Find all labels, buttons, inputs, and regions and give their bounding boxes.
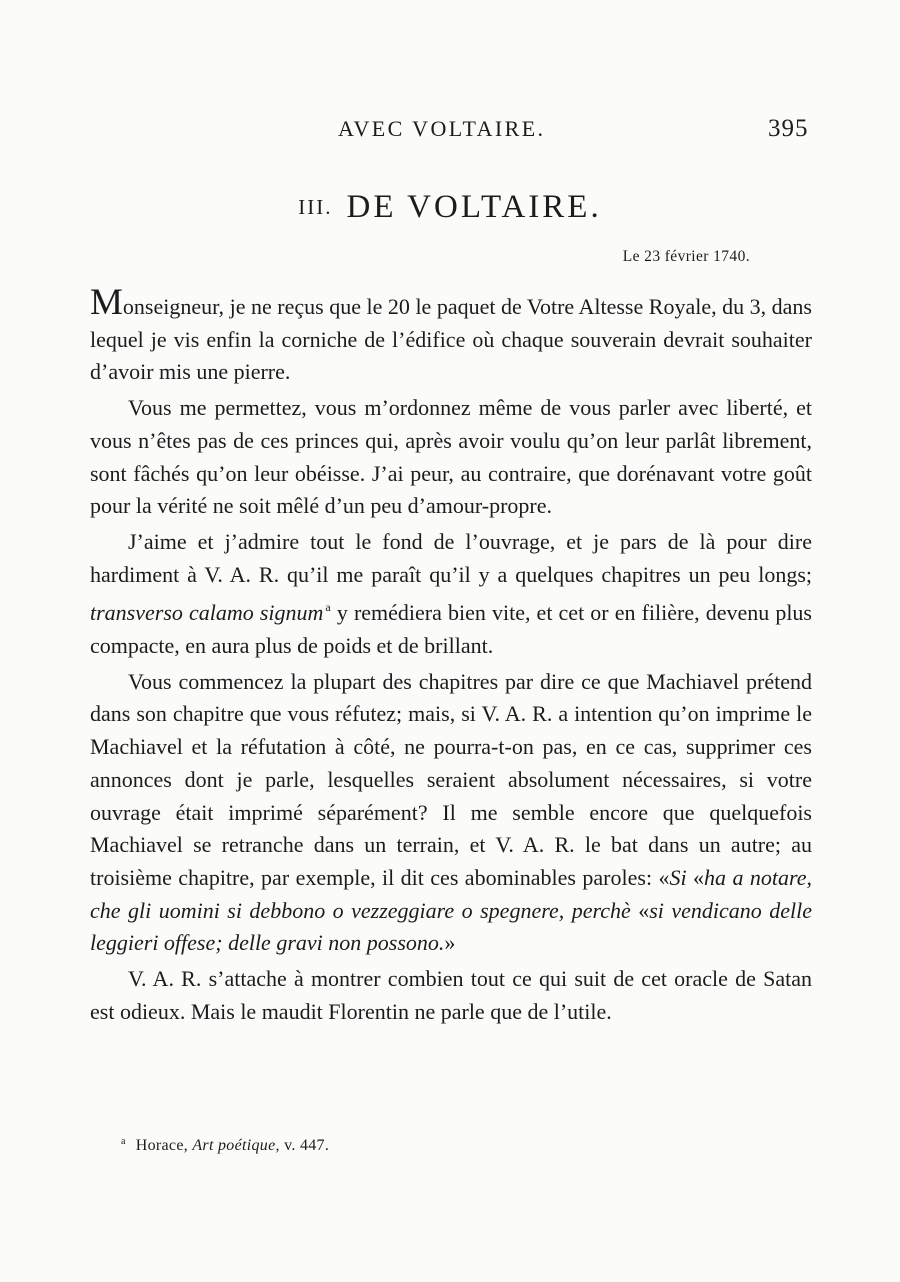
closing-guillemet: » — [444, 930, 456, 956]
italian-quote-2: ha a notare, che gli uomini si debbono o vezzeggiare o spegnere, perchè — [90, 864, 812, 923]
paragraph-3-text-before: J’aime et j’admire tout le fond de l’ouvrage, et je pars de là pour dire hardiment à V. A. R. qu’il me paraît qu’il y a quelques chapitres un peu longs; — [90, 528, 812, 587]
letter-number: III. — [298, 195, 333, 219]
footnote-ref[interactable]: a — [325, 600, 331, 615]
guillemet-2: « — [638, 897, 650, 923]
footnote — [121, 1136, 329, 1155]
paragraph-3 — [90, 526, 812, 663]
paragraph-4-text: Vous commencez la plupart des chapitres par dire ce que Machiavel prétend dans son chapitre que vous réfutez; mais, si V. A. R. a intention qu’on imprime le Machiavel et la réfutation à côté, ne pourra-t-on pas, en ce cas, supprimer ces annonces dont je parle, lesquelles seraient absolument nécessaires, si votre ouvrage était imprimé séparément? Il me semble encore que quelquefois Machiavel se retranche dans un terrain, et V. A. R. le bat dans un autre; au troisième chapitre, par exemple, il dit ces abominables paroles: « — [90, 668, 812, 890]
page-number: 395 — [768, 115, 809, 142]
running-head — [0, 116, 900, 148]
latin-quote: transverso calamo signum — [90, 600, 324, 626]
paragraph-5 — [90, 963, 812, 1028]
drop-cap: M — [90, 282, 123, 323]
paragraph-2 — [90, 392, 812, 523]
dateline: Le 23 février 1740. — [622, 248, 750, 265]
footnote-locus: , v. 447. — [275, 1137, 330, 1154]
italian-quote-1: Si — [669, 864, 687, 890]
paragraph-1-text: onseigneur, je ne reçus que le 20 le paquet de Votre Altesse Royale, du 3, dans lequel je vis enfin la corniche de l’édifice où chaque souverain devrait souhaiter d’avoir mis une pierre. — [90, 294, 812, 385]
paragraph-4 — [90, 666, 812, 960]
guillemet-1: « — [693, 864, 705, 890]
italian-quote-3: si vendicano delle leggieri offese; delle gravi non possono. — [90, 897, 813, 956]
paragraph-3-text-after: y remédiera bien vite, et cet or en filière, devenu plus compacte, en aura plus de poids et de brillant. — [90, 600, 812, 659]
footnote-author: Horace, — [135, 1137, 193, 1154]
letter-body — [90, 284, 812, 1031]
paragraph-1 — [90, 284, 812, 389]
running-title: AVEC VOLTAIRE. — [338, 116, 546, 141]
footnote-mark: a — [121, 1136, 126, 1147]
paragraph-5-text: V. A. R. s’attache à montrer combien tout ce qui suit de cet oracle de Satan est odieux. Mais le maudit Florentin ne parle que de l’utile. — [90, 966, 812, 1024]
footnote-work: Art poétique — [192, 1137, 276, 1154]
paragraph-2-text: Vous me permettez, vous m’ordonnez même de vous parler avec liberté, et vous n’êtes pas de ces princes qui, après avoir voulu qu’on leur parlât librement, sont fâchés qu’on leur obéisse. J’ai peur, au contraire, que dorénavant votre goût pour la vérité ne soit mêlé d’un peu d’amour-propre. — [90, 395, 812, 519]
letter-heading — [0, 189, 900, 226]
letter-title: DE VOLTAIRE. — [346, 189, 602, 225]
